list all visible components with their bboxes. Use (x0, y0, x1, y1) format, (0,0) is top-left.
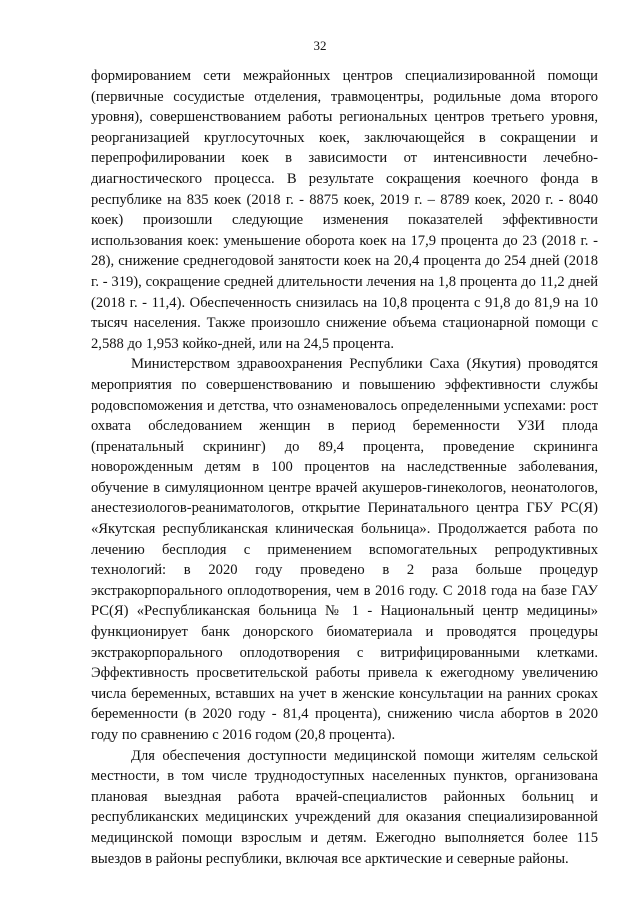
paragraph-maternity-service: Министерством здравоохранения Республики Саха (Якутия) проводятся мероприятия по совершенствованию и повышению эффективности службы родовспоможения и детства, что ознаменовалось определенными успехами: рост охвата обследованием женщин в период беременности УЗИ плода (пренатальный скрининг) до 89,4 процента, проведение скрининга новорожденным детям в 100 процентов на наследственные заболевания, обучение в симуляционном центре врачей акушеров-гинекологов, неонатологов, анестезиологов-реаниматологов, открытие Перинатального центра ГБУ РС(Я) «Якутская республиканская клиническая больница». Продолжается работа по лечению бесплодия с применением вспомогательных репродуктивных технологий: в 2020 году проведено в 2 раза больше процедур экстракорпорального оплодотворения, чем в 2016 году. С 2018 года на базе ГАУ РС(Я) «Республиканская больница № 1 - Национальный центр медицины» функционирует банк донорского биоматериала и проводятся процедуры экстракорпорального оплодотворения с витрифицированными клетками. Эффективность просветительской работы привела к ежегодному увеличению числа беременных, вставших на учет в женские консультации на ранних сроках беременности (в 2020 году - 81,4 процента), снижению числа абортов в 2020 году по сравнению с 2016 годом (20,8 процента). (91, 356, 598, 743)
page-number: 32 (313, 38, 327, 53)
paragraph-bed-fund: формированием сети межрайонных центров специализированной помощи (первичные сосудистые отделения, травмоцентры, родильные дома второго уровня), совершенствованием работы региональных центров третьего уровня, реорганизацией круглосуточных коек, заключающейся в сокращении и перепрофилировании коек в зависимости от интенсивности лечебно-диагностического процесса. В результате сокращения коечного фонда в республике на 835 коек (2018 г. - 8875 коек, 2019 г. – 8789 коек, 2020 г. - 8040 коек) произошли следующие изменения показателей эффективности использования коек: уменьшение оборота коек на 17,9 процента до 23 (2018 г. - 28), снижение среднегодовой занятости коек на 20,4 процента до 254 дней (2018 г. - 319), сокращение средней длительности лечения на 1,8 процента до 11,2 дней (2018 г. - 11,4). Обеспеченность снизилась на 10,8 процента с 91,8 до 81,9 на 10 тысяч населения. Также произошло снижение объема стационарной помощи с 2,588 до 1,953 койко-дней, или на 24,5 процента. (91, 68, 598, 352)
paragraph-rural-access: Для обеспечения доступности медицинской помощи жителям сельской местности, в том числе труднодоступных населенных пунктов, организована плановая выездная работа врачей-специалистов районных больниц и республиканских медицинских учреждений для оказания специализированной медицинской помощи взрослым и детям. Ежегодно выполняется более 115 выездов в районы республики, включая все арктические и северные районы. (91, 747, 598, 867)
body-text (91, 66, 598, 869)
